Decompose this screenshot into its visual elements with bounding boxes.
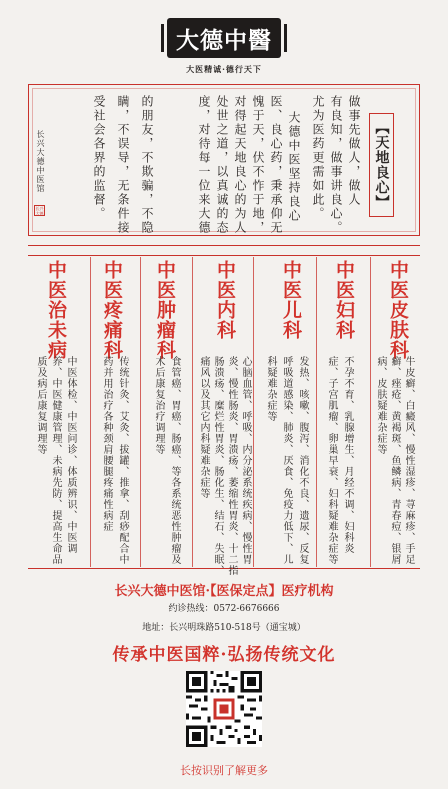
- dept-desc-line: 症、子宫肌瘤、卵巢早衰、妇科疑难杂症等: [326, 356, 337, 565]
- intro-col-1: 做事先做人，做人: [347, 95, 361, 207]
- dept-title-internal: 中医内科: [214, 260, 236, 340]
- intro-col-12: 受社会各界的监督。: [92, 95, 106, 221]
- dept-desc-line: 中医体检、中医问诊、体质辨识、中医调: [65, 356, 76, 554]
- intro-col-3: 尤为医药更需如此。: [311, 95, 325, 221]
- dept-title-gynecology: 中医妇科: [333, 260, 355, 340]
- intro-col-7: 对得起天地良心的为人: [233, 95, 247, 235]
- divider-inner: [28, 255, 420, 256]
- dept-desc-line: 牛皮癣、白癜风、慢性湿疹、荨麻疹、手足: [403, 356, 414, 565]
- dept-desc-line: 传统针灸、艾灸、拔罐、推拿、刮痧配合中: [117, 356, 128, 565]
- dept-desc-line: 食管癌、胃癌、肠癌、等各系统恶性肿瘤及: [169, 356, 180, 565]
- dept-title-oncology: 中医肿瘤科: [154, 260, 176, 360]
- red-seal: 长兴大德: [35, 206, 44, 216]
- dept-desc-line: 呼吸道感染、肺炎、厌食、免疫力低下、儿: [281, 356, 292, 565]
- dept-desc-line: 养、中医健康管理、未病先防、提高生命品: [50, 356, 61, 565]
- dept-desc-line: 质及病后康复调理等: [35, 356, 46, 455]
- intro-col-9: 度，对待每一位来大德: [197, 95, 211, 235]
- dept-desc-line: 心脑血管、呼吸、内分泌系统疾病、慢性胃: [240, 356, 251, 565]
- intro-col-2: 有良知，做事讲良心。: [329, 95, 343, 235]
- col-separator: [370, 257, 371, 567]
- qr-hint: 长按识别了解更多: [180, 764, 268, 777]
- dept-desc-line: 药并用治疗各种颈肩腰腿疼痛性病症: [101, 356, 112, 532]
- col-separator: [140, 257, 141, 567]
- dept-desc-line: 癣、痤疮、黄褐斑、鱼鳞病、青春痘、银屑: [389, 356, 400, 565]
- intro-col-5: 医、良心药，秉承仰无: [269, 95, 283, 235]
- intro-title-box: [369, 113, 394, 217]
- dept-desc-line: 肠溃疡、糜烂性胃炎、肠化生、结石、失眠、: [212, 356, 223, 576]
- intro-col-11: 瞒，不误导，无条件接: [116, 95, 130, 235]
- intro-col-4: 大德中医坚持良心: [287, 111, 301, 223]
- dept-desc-line: 术后康复治疗调理等: [153, 356, 164, 455]
- dept-title-dermatology: 中医皮肤科: [387, 260, 409, 360]
- dept-desc-line: 科疑难杂症等: [265, 356, 276, 422]
- col-separator: [316, 257, 317, 567]
- intro-title: 【天地良心】: [373, 120, 390, 210]
- intro-col-10: 的朋友，不欺骗，不隐: [140, 95, 154, 235]
- intro-col-8: 处世之道，以真诚的态: [215, 95, 229, 235]
- address: 地址：长兴明珠路510-518号（通宝城）: [142, 623, 306, 633]
- clinic-name: 长兴大德中医馆·【医保定点】医疗机构: [114, 584, 334, 599]
- brand-logo: [167, 18, 281, 58]
- slogan: 大医精诚·德行天下: [186, 64, 262, 74]
- hotline[interactable]: 约诊热线：0572-6676666: [168, 604, 280, 614]
- motto: 传承中医国粹·弘扬传统文化: [112, 645, 336, 665]
- signature: 长兴大德中医馆: [36, 130, 45, 193]
- dept-desc-line: 病、皮肤疑难杂症等: [375, 356, 386, 455]
- dept-desc-line: 炎、慢性肠炎、胃溃疡、萎缩性胃炎、十二指: [226, 356, 237, 576]
- dept-desc-line: 痛风以及其它内科疑难杂症等: [198, 356, 209, 499]
- dept-title-pediatrics: 中医儿科: [280, 260, 302, 340]
- dept-title-pain: 中医疼痛科: [101, 260, 123, 360]
- qr-code[interactable]: [186, 671, 262, 747]
- intro-col-6: 愧于天，伏不怍于地，: [251, 95, 265, 235]
- col-separator: [90, 257, 91, 567]
- dept-desc-line: 不孕不育、乳腺增生、月经不调、妇科炎: [342, 356, 353, 554]
- logo-text: 大德中醫: [176, 26, 272, 54]
- divider-top: [28, 245, 420, 246]
- dept-title-prevention: 中医治未病: [45, 260, 67, 360]
- col-separator: [253, 257, 254, 567]
- col-separator: [192, 257, 193, 567]
- divider-bottom: [28, 568, 420, 569]
- dept-desc-line: 发热、咳嗽、腹泻、消化不良、遗尿、反复: [297, 356, 308, 565]
